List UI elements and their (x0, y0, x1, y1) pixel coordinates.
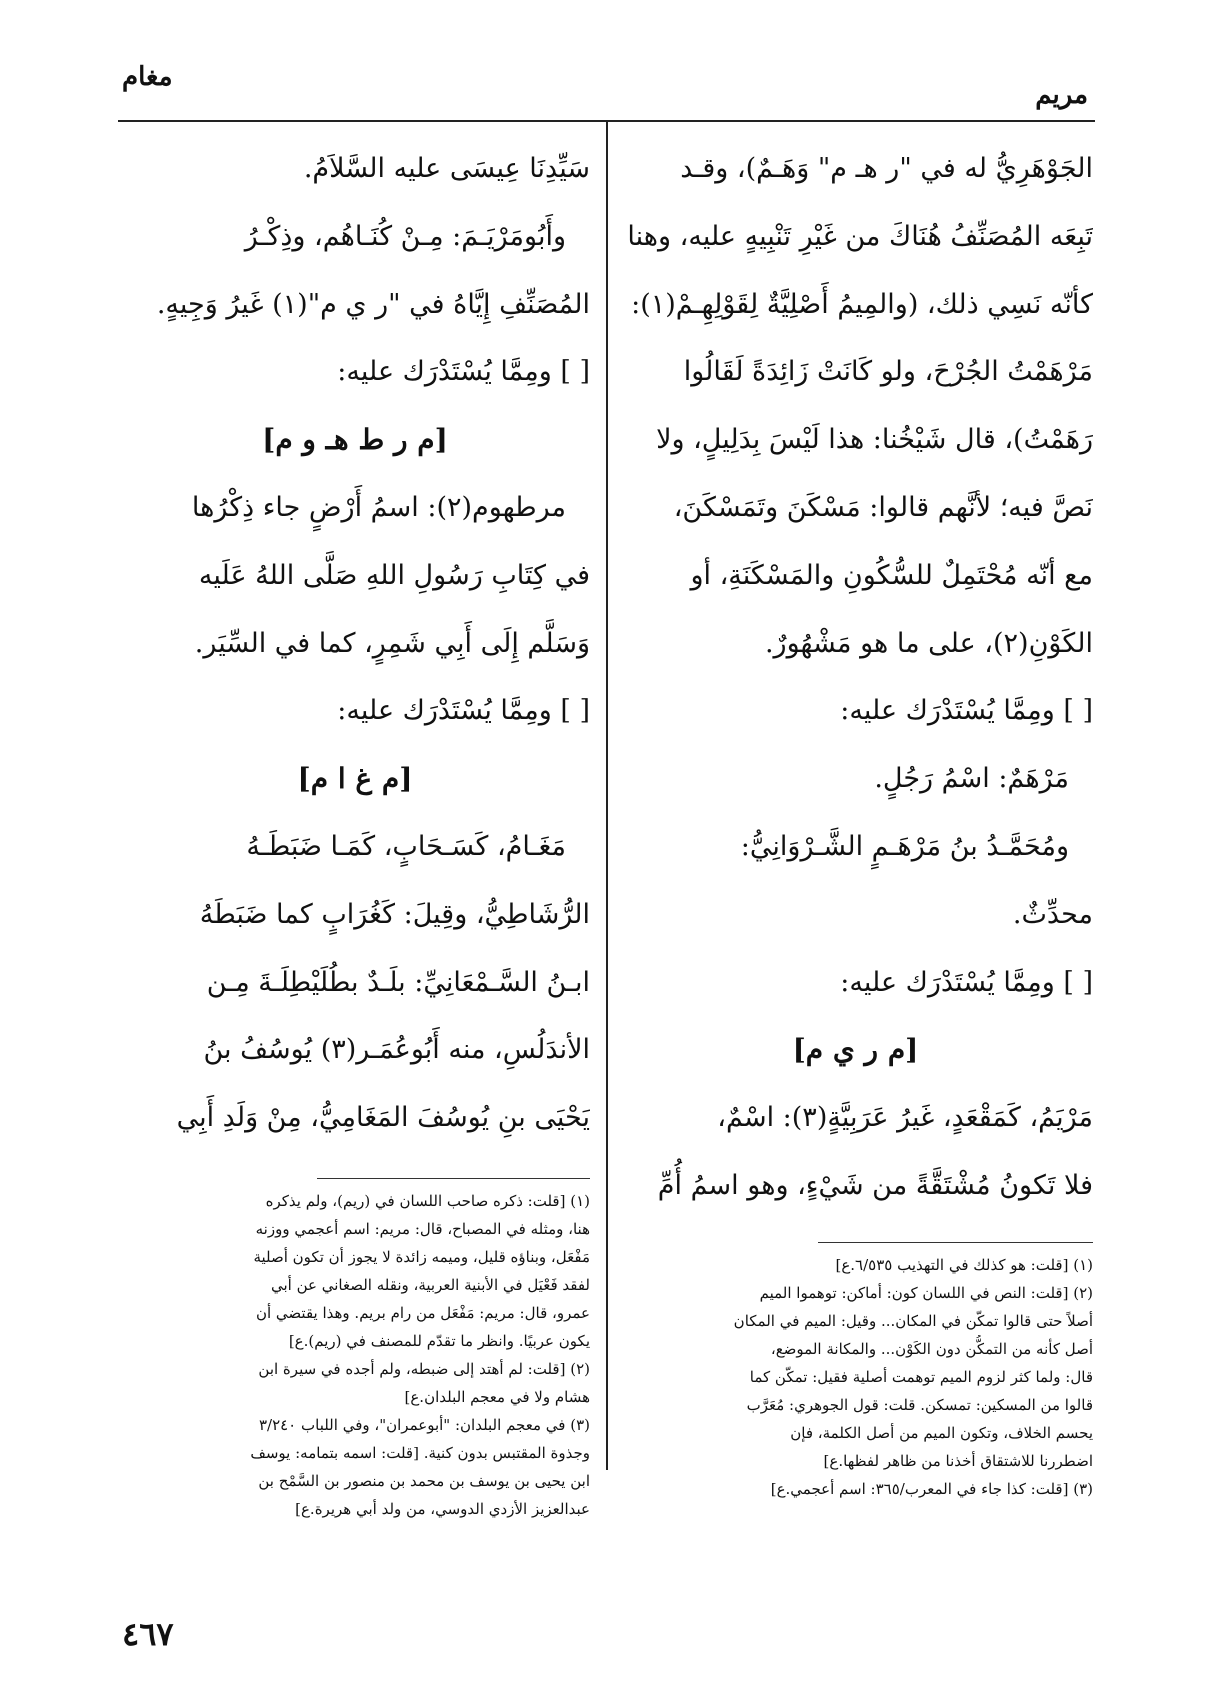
left-column-body-a (120, 135, 590, 406)
running-header-left: مغام (122, 62, 173, 92)
running-header-right: مريم (1035, 80, 1088, 110)
text-line: فلا تَكونُ مُشْتَقَّةً من شَيْءٍ، وهو اسمُ أُمِّ (657, 1169, 1093, 1201)
text-line: [ ] ومِمَّا يُسْتَدْرَك عليه: (840, 695, 1093, 727)
text-line: رَهَمْتُ)، قال شَيْخُنا: هذا لَيْسَ بِدَلِيلٍ، ولا (656, 424, 1093, 456)
footnote-line: عبدالعزيز الأزدي الدوسي، من ولد أبي هريرة.ع] (295, 1499, 590, 1518)
left-column-body-b (120, 474, 590, 745)
footnote-line: (٣) في معجم البلدان: "أبوعمران"، وفي اللباب ٣/٢٤٠ (258, 1415, 590, 1434)
footnote-line: (٣) [قلت: كذا جاء في المعرب/٣٦٥: اسم أعجمي.ع] (770, 1479, 1093, 1498)
text-line: مع أنّه مُحْتَمِلٌ للسُّكُونِ والمَسْكَنَةِ، أو (690, 559, 1093, 591)
text-line: الرُّشَاطِيُّ، وقِيلَ: كَغُرَابٍ كما ضَبَطَهُ (199, 898, 590, 930)
footnote-line: هنا، ومثله في المصباح، قال: مريم: اسم أعجمي ووزنه (255, 1219, 590, 1238)
text-line: مرطهوم(٢): اسمُ أَرْضٍ جاء ذِكْرُها (191, 491, 566, 523)
text-line: الأندَلُسِ، منه أَبُوعُمَـر(٣) يُوسُفُ بنُ (203, 1034, 590, 1066)
text-line: مَرْهَمٌ: اسْمُ رَجُلٍ. (874, 763, 1069, 795)
footnote-line: يحسم الخلاف، وتكون الميم من أصل الكلمة، فإن (790, 1423, 1093, 1442)
left-footnotes (120, 1187, 590, 1523)
text-line: كأنّه نَسِي ذلك، (والمِيمُ أَصْلِيَّةٌ لِقَوْلِهِـمْ(١): (631, 288, 1093, 320)
entry-heading: [م ر ي م] (792, 1033, 919, 1067)
footnote-line: (١) [قلت: هو كذلك في التهذيب ٦/٥٣٥.ع] (835, 1255, 1093, 1274)
footnote-line: (٢) [قلت: لم أهتد إلى ضبطه، ولم أجده في سيرة ابن (258, 1359, 590, 1378)
text-line: في كِتَابِ رَسُولِ اللهِ صَلَّى اللهُ عَلَيه (198, 559, 590, 591)
text-line: [ ] ومِمَّا يُسْتَدْرَك عليه: (840, 966, 1093, 998)
text-line: المُصَنِّفِ إِيَّاهُ في "ر ي م"(١) غَيرُ وَجِيهٍ. (156, 288, 590, 320)
text-line: مَرْيَمُ، كَمَقْعَدٍ، غَيرُ عَرَبِيَّةٍ(٣): اسْمٌ، (717, 1102, 1093, 1134)
footnote-line: قال: ولما كثر لزوم الميم توهمت أصلية فقيل: تمكّن كما (749, 1367, 1093, 1386)
footnote-line: اضطررنا للاشتقاق أخذنا من ظاهر لفظها.ع] (823, 1451, 1093, 1470)
text-line: مَرْهَمْتُ الجُرْحَ، ولو كَانَتْ زَائِدَةً لَقَالُوا (683, 356, 1093, 388)
column-divider (606, 120, 608, 1470)
page-number: ٤٦٧ (122, 1615, 174, 1653)
footnote-line: يكون عربيًا. وانظر ما تقدّم للمصنف في (ريم).ع] (288, 1331, 590, 1350)
footnote-rule (317, 1178, 590, 1179)
text-line: يَحْيَى بنِ يُوسُفَ المَغَامِيُّ، مِنْ وَلَدِ أَبِي (176, 1102, 590, 1134)
footnote-line: أصل كأنه من التمكُّن دون الكَوْن... والمكانة الموضع، (770, 1339, 1093, 1358)
text-line: سَيِّدِنَا عِيسَى عليه السَّلاَمُ. (303, 153, 590, 184)
text-line: [ ] ومِمَّا يُسْتَدْرَك عليه: (337, 356, 590, 388)
text-line: نَصَّ فيه؛ لأنَّهم قالوا: مَسْكَنَ وتَمَسْكَنَ، (673, 491, 1093, 523)
text-line: محدِّثٌ. (1012, 898, 1093, 930)
entry-heading: [م غ ا م] (297, 762, 413, 796)
footnote-line: أصلاً حتى قالوا تمكّن في المكان... وقيل: الميم في المكان (733, 1311, 1093, 1330)
text-line: [ ] ومِمَّا يُسْتَدْرَك عليه: (337, 695, 590, 727)
text-line: الجَوْهَرِيُّ له في "ر هـ م" وَهَـمٌ)، وقـد (680, 153, 1093, 184)
text-line: الكَوْنِ(٢)، على ما هو مَشْهُورٌ. (764, 627, 1093, 659)
text-line: مَغَـامُ، كَسَـحَابٍ، كَمَـا ضَبَطَـهُ (246, 830, 566, 862)
right-column (618, 135, 1093, 1503)
right-footnotes (618, 1251, 1093, 1503)
footnote-line: هشام ولا في معجم البلدان.ع] (404, 1387, 590, 1406)
footnote-line: وجذوة المقتبس بدون كنية. [قلت: اسمه بتمامه: يوسف (250, 1443, 590, 1462)
text-line: ابـنُ السَّـمْعَانِيِّ: بلَـدٌ بطُلَيْطِلَـةَ مِـن (206, 966, 590, 998)
entry-heading: [م ر ط هـ و م] (262, 423, 448, 457)
right-column-body-a (618, 135, 1093, 1016)
footnote-line: قالوا من المسكين: تمسكن. قلت: قول الجوهري: مُعَرَّب (746, 1395, 1093, 1414)
text-line: تَبِعَه المُصَنِّفُ هُنَاكَ من غَيْرِ تَنْبِيهٍ عليه، وهنا (627, 220, 1093, 252)
footnote-line: (٢) [قلت: النص في اللسان كون: أماكن: توهموا الميم (759, 1283, 1093, 1302)
footnote-line: مَفْعَل، وبناؤه قليل، وميمه زائدة لا يجوز أن تكون أصلية (253, 1247, 590, 1266)
footnote-rule (818, 1242, 1094, 1243)
left-column (120, 135, 590, 1523)
left-column-body-c (120, 813, 590, 1152)
footnote-line: ابن يحيى بن يوسف بن محمد بن منصور بن السَّمْح بن (258, 1471, 590, 1490)
footnote-line: (١) [قلت: ذكره صاحب اللسان في (ريم)، ولم يذكره (265, 1191, 590, 1210)
right-column-body-b (618, 1084, 1093, 1220)
text-line: ومُحَمَّـدُ بنُ مَرْهَـمٍ الشَّـرْوَانِيُّ: (740, 830, 1069, 862)
footnote-line: لفقد فَعْيَل في الأبنية العربية، ونقله الصغاني عن أبي (270, 1275, 590, 1294)
footnote-line: عمرو، قال: مريم: مَفْعَل من رام بريم. وهذا يقتضي أن (255, 1303, 590, 1322)
text-line: وَسَلَّم إِلَى أَبِي شَمِرٍ، كما في السِّيَر. (194, 627, 590, 659)
text-line: وأَبُومَرْيَـمَ: مِـنْ كُنَـاهُم، وذِكْـرُ (244, 220, 566, 252)
